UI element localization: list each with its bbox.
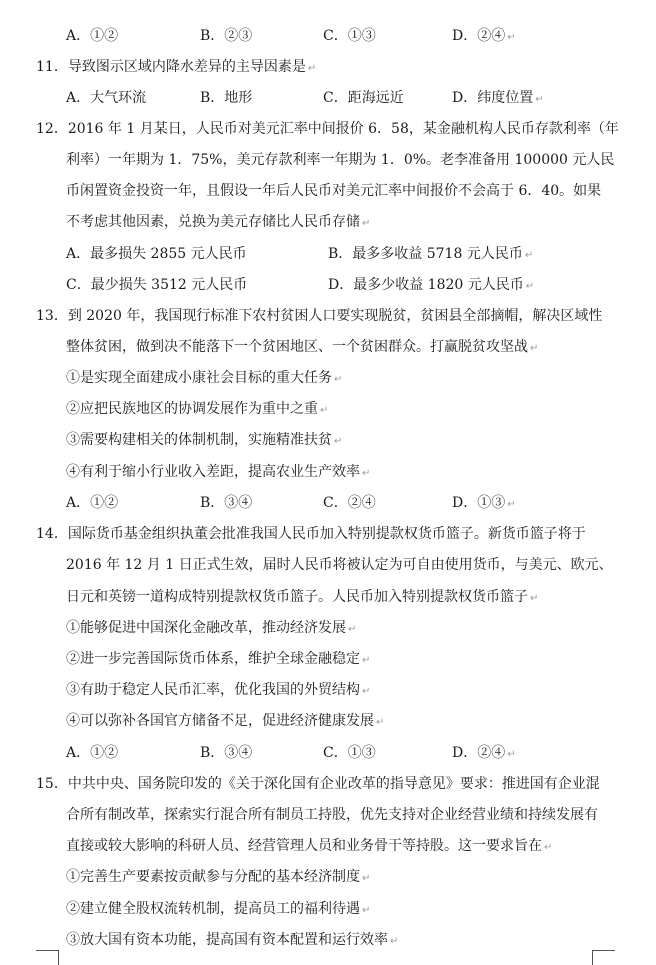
q11-option-b: B．地形 xyxy=(200,90,253,106)
paragraph-mark: ↵ xyxy=(334,436,343,447)
paragraph-mark: ↵ xyxy=(535,94,544,105)
crop-mark-bottom-left xyxy=(36,950,59,965)
paragraph-mark: ↵ xyxy=(525,281,535,292)
paragraph-mark: ↵ xyxy=(362,218,371,229)
q12-option-b: B．最多多收益 5718 元人民币 ↵ xyxy=(328,246,534,262)
paragraph-mark: ↵ xyxy=(320,405,329,416)
q14-stem-line: 2016 年 12 月 1 日正式生效，届时人民币将被认定为可自由使用货币，与美元、欧元、 xyxy=(66,557,613,573)
q10-option-c: C．①③ xyxy=(323,28,376,44)
paragraph-mark: ↵ xyxy=(544,842,553,853)
paragraph-mark: ↵ xyxy=(524,250,534,261)
q11-stem: 11．导致图示区域内降水差异的主导因素是 ↵ xyxy=(36,59,317,75)
q15-stem-line: 直接或较大影响的科研人员、经营管理人员和业务骨干等持股。这一要求旨在 ↵ xyxy=(66,838,553,854)
paragraph-mark: ↵ xyxy=(530,593,539,604)
q12-stem-line: 币闲置资金投资一年，且假设一年后人民币对美元汇率中间报价不会高于 6．40。如果 xyxy=(66,183,602,199)
q13-option-b: B．③④ xyxy=(200,495,253,511)
q14-option-b: B．③④ xyxy=(200,745,253,761)
q12-option-d: D．最多少收益 1820 元人民币 ↵ xyxy=(328,277,535,293)
q14-statement: ①能够促进中国深化金融改革，推动经济发展 ↵ xyxy=(66,620,357,636)
q13-option-c: C．②④ xyxy=(323,495,376,511)
q15-stem-line: 合所有制改革，探索实行混合所有制员工持股，优先支持对企业经营业绩和持续发展有 xyxy=(66,807,598,823)
crop-mark-bottom-right xyxy=(592,950,615,965)
q14-option-a: A．①② xyxy=(66,745,119,761)
q10-option-a: A．①② xyxy=(66,28,119,44)
paragraph-mark: ↵ xyxy=(362,905,371,916)
paragraph-mark: ↵ xyxy=(362,686,371,697)
q13-statement: ②应把民族地区的协调发展作为重中之重 ↵ xyxy=(66,401,329,417)
paragraph-mark: ↵ xyxy=(334,374,343,385)
paragraph-mark: ↵ xyxy=(348,624,357,635)
q14-option-c: C．①③ xyxy=(323,745,376,761)
q15-statement: ①完善生产要素按贡献参与分配的基本经济制度 ↵ xyxy=(66,869,371,885)
q11-option-a: A．大气环流 xyxy=(66,90,147,106)
q14-option-d: D．②④ ↵ xyxy=(452,745,516,761)
q15-statement: ③放大国有资本功能，提高国有资本配置和运行效率 ↵ xyxy=(66,932,399,948)
q12-option-a: A．最多损失 2855 元人民币 xyxy=(66,246,247,262)
paragraph-mark: ↵ xyxy=(507,749,516,760)
q13-stem-line: 13．到 2020 年，我国现行标准下农村贫困人口要实现脱贫，贫困县全部摘帽，解决区域性 xyxy=(36,308,603,324)
paragraph-mark: ↵ xyxy=(507,499,516,510)
q12-stem-line: 利率）一年期为 1．75%，美元存款利率一年期为 1．0%。老李准备用 100000 元人民 xyxy=(66,152,615,168)
paragraph-mark: ↵ xyxy=(507,32,516,43)
q11-option-c: C．距海远近 xyxy=(323,90,404,106)
q13-option-a: A．①② xyxy=(66,495,119,511)
q10-option-b: B．②③ xyxy=(200,28,253,44)
q13-option-d: D．①③ ↵ xyxy=(452,495,516,511)
paragraph-mark: ↵ xyxy=(390,936,399,947)
q15-stem-line: 15．中共中央、国务院印发的《关于深化国有企业改革的指导意见》要求：推进国有企业混 xyxy=(36,776,600,792)
q14-stem-line: 日元和英镑一道构成特别提款权货币篮子。人民币加入特别提款权货币篮子 ↵ xyxy=(66,589,539,605)
q12-stem-line: 不考虑其他因素，兑换为美元存储比人民币存储 ↵ xyxy=(66,214,371,230)
q13-statement: ③需要构建相关的体制机制，实施精准扶贫 ↵ xyxy=(66,432,343,448)
paragraph-mark: ↵ xyxy=(530,343,539,354)
q12-stem-line: 12．2016 年 1 月某日，人民币对美元汇率中间报价 6．58，某金融机构人民币存款利率（年 xyxy=(36,121,619,137)
paragraph-mark: ↵ xyxy=(362,468,371,479)
paragraph-mark: ↵ xyxy=(362,655,371,666)
q14-statement: ②进一步完善国际货币体系，维护全球金融稳定 ↵ xyxy=(66,651,371,667)
paragraph-mark: ↵ xyxy=(307,63,317,74)
q15-statement: ②建立健全股权流转机制，提高员工的福利待遇 ↵ xyxy=(66,901,371,917)
q13-statement: ①是实现全面建成小康社会目标的重大任务 ↵ xyxy=(66,370,343,386)
q14-statement: ③有助于稳定人民币汇率，优化我国的外贸结构 ↵ xyxy=(66,682,371,698)
q14-statement: ④可以弥补各国官方储备不足，促进经济健康发展 ↵ xyxy=(66,713,385,729)
q12-option-c: C．最少损失 3512 元人民币 xyxy=(66,277,248,293)
q11-option-d: D．纬度位置 ↵ xyxy=(452,90,544,106)
paragraph-mark: ↵ xyxy=(362,873,371,884)
paragraph-mark: ↵ xyxy=(376,717,385,728)
q10-option-d: D．②④ ↵ xyxy=(452,28,516,44)
q13-stem-line: 整体贫困，做到决不能落下一个贫困地区、一个贫困群众。打赢脱贫攻坚战 ↵ xyxy=(66,339,539,355)
q13-statement: ④有利于缩小行业收入差距，提高农业生产效率 ↵ xyxy=(66,464,371,480)
q14-stem-line: 14．国际货币基金组织执董会批准我国人民币加入特别提款权货币篮子。新货币篮子将于 xyxy=(36,526,586,542)
